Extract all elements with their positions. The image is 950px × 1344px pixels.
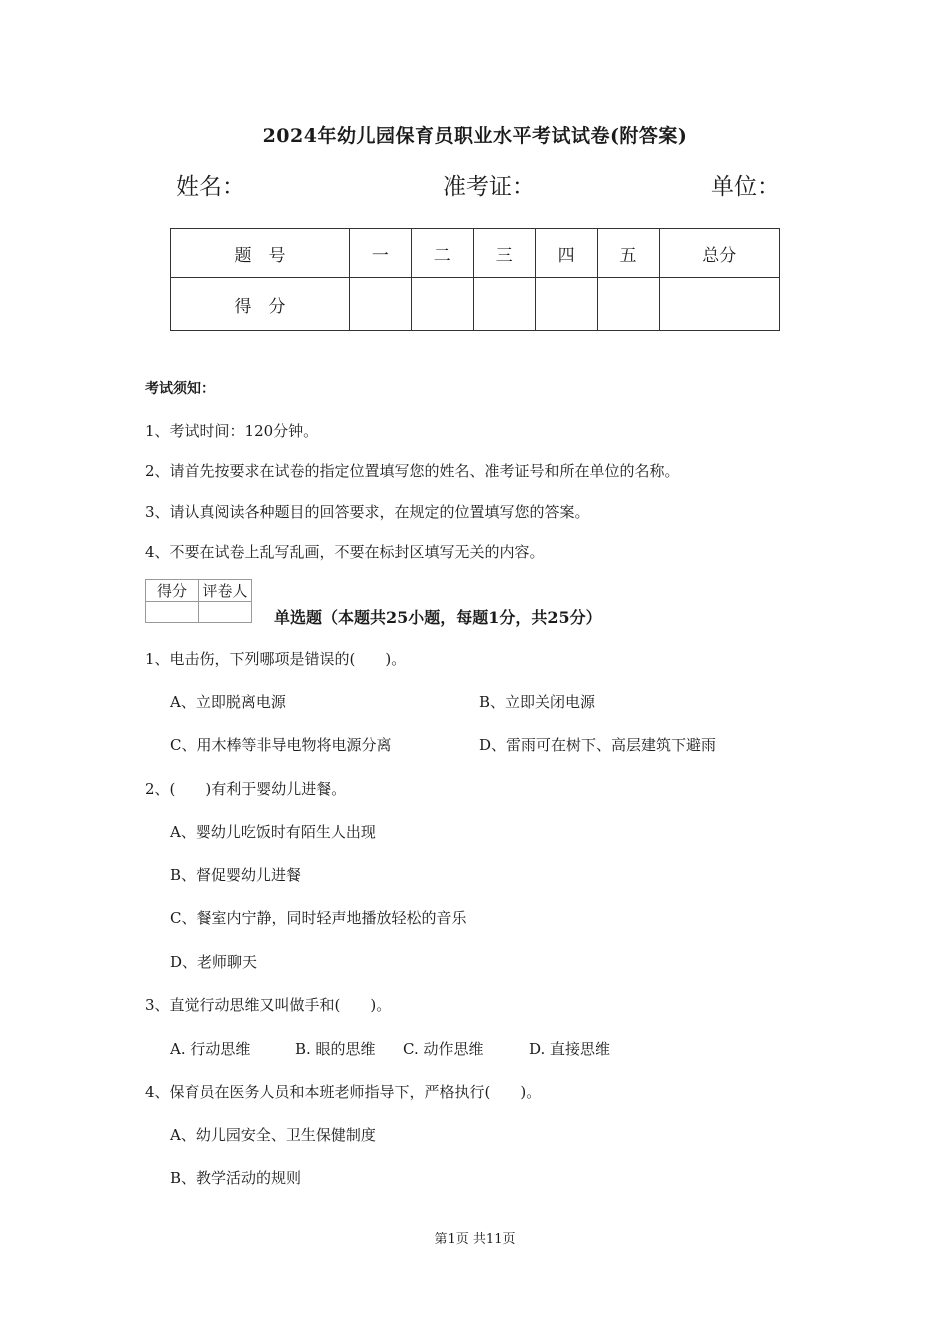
score-table-header-row — [171, 229, 780, 278]
score-table-score-row — [171, 278, 780, 331]
score-header-cell: 五 — [597, 229, 659, 278]
grader-score-label: 得分 — [146, 580, 199, 602]
score-cell[interactable] — [659, 278, 779, 331]
question-1-option-b[interactable]: B、立即关闭电源 — [479, 693, 596, 711]
score-cell[interactable] — [535, 278, 597, 331]
grader-score-cell[interactable] — [146, 602, 199, 623]
notice-item: 1、考试时间：120分钟。 — [145, 422, 319, 440]
question-1-stem: 1、电击伤，下列哪项是错误的( )。 — [145, 650, 407, 668]
question-1-option-c[interactable]: C、用木棒等非导电物将电源分离 — [170, 736, 392, 754]
score-header-cell: 三 — [473, 229, 535, 278]
question-3-option-b[interactable]: B. 眼的思维 — [295, 1040, 376, 1058]
score-cell[interactable] — [349, 278, 411, 331]
score-header-cell: 题 号 — [171, 229, 350, 278]
score-table — [170, 228, 780, 331]
page-number: 第1页 共11页 — [434, 1232, 516, 1247]
name-label: 姓名： — [176, 174, 245, 200]
question-3-option-c[interactable]: C. 动作思维 — [403, 1040, 484, 1058]
notice-item: 3、请认真阅读各种题目的回答要求，在规定的位置填写您的答案。 — [145, 503, 590, 521]
notice-title: 考试须知： — [145, 381, 215, 397]
question-3-option-a[interactable]: A. 行动思维 — [170, 1040, 251, 1058]
score-cell[interactable] — [473, 278, 535, 331]
question-3-option-d[interactable]: D. 直接思维 — [529, 1040, 611, 1058]
question-3-stem: 3、直觉行动思维又叫做手和( )。 — [145, 996, 392, 1014]
score-cell[interactable] — [597, 278, 659, 331]
score-header-cell: 四 — [535, 229, 597, 278]
notice-item: 2、请首先按要求在试卷的指定位置填写您的姓名、准考证号和所在单位的名称。 — [145, 462, 680, 480]
notice-item: 4、不要在试卷上乱写乱画，不要在标封区填写无关的内容。 — [145, 543, 545, 561]
exam-title: 2024年幼儿园保育员职业水平考试试卷(附答案) — [262, 125, 688, 147]
question-2-option-c[interactable]: C、餐室内宁静，同时轻声地播放轻松的音乐 — [170, 909, 467, 927]
score-header-cell: 二 — [411, 229, 473, 278]
grader-box — [145, 579, 252, 623]
question-2-option-b[interactable]: B、督促婴幼儿进餐 — [170, 866, 302, 884]
question-2-stem: 2、( )有利于婴幼儿进餐。 — [145, 780, 347, 798]
grader-name-label: 评卷人 — [199, 580, 252, 602]
question-4-option-a[interactable]: A、幼儿园安全、卫生保健制度 — [170, 1126, 376, 1144]
score-header-cell: 一 — [349, 229, 411, 278]
section-title: 单选题（本题共25小题，每题1分，共25分） — [274, 608, 602, 627]
unit-label: 单位： — [711, 174, 780, 200]
score-header-cell: 总分 — [659, 229, 779, 278]
question-2-option-d[interactable]: D、老师聊天 — [170, 953, 258, 971]
question-1-option-d[interactable]: D、雷雨可在树下、高层建筑下避雨 — [479, 736, 717, 754]
score-row-label: 得 分 — [171, 278, 350, 331]
question-4-stem: 4、保育员在医务人员和本班老师指导下，严格执行( )。 — [145, 1083, 542, 1101]
question-2-option-a[interactable]: A、婴幼儿吃饭时有陌生人出现 — [170, 823, 376, 841]
grader-name-cell[interactable] — [199, 602, 252, 623]
score-cell[interactable] — [411, 278, 473, 331]
exam-id-label: 准考证： — [443, 174, 535, 200]
question-1-option-a[interactable]: A、立即脱离电源 — [170, 693, 286, 711]
question-4-option-b[interactable]: B、教学活动的规则 — [170, 1169, 302, 1187]
